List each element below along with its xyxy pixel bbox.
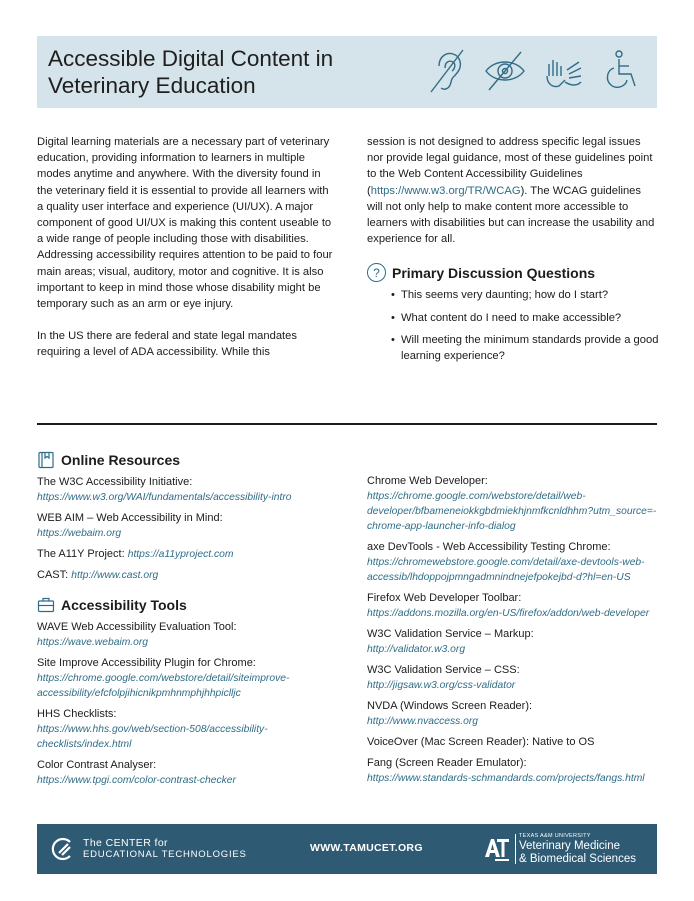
tool-item	[37, 620, 333, 650]
intro-paragraph-2: In the US there are federal and state legal mandates requiring a level of ADA accessibility. While this	[37, 330, 297, 359]
resource-label: WEB AIM – Web Accessibility in Mind:	[37, 512, 223, 524]
wcag-link[interactable]: https://www.w3.org/TR/WCAG	[370, 184, 521, 197]
tool-item	[367, 627, 659, 657]
tool-link[interactable]: https://www.hhs.gov/web/section-508/accessibility-checklists/index.html	[37, 724, 268, 750]
cet-name-line2: EDUCATIONAL TECHNOLOGIES	[83, 849, 247, 860]
tool-label: W3C Validation Service – CSS:	[367, 664, 520, 676]
tool-link[interactable]: http://validator.w3.org	[367, 644, 466, 655]
list-item: • Will meeting the minimum standards provide a good learning experience?	[391, 332, 659, 364]
university-name: TEXAS A&M UNIVERSITY	[519, 833, 591, 839]
tool-link[interactable]: http://jigsaw.w3.org/css-validator	[367, 680, 516, 691]
resource-item	[37, 547, 333, 562]
tool-item	[37, 707, 333, 752]
tool-item	[37, 758, 333, 788]
tool-link[interactable]: https://chromewebstore.google.com/detail/axe-devtools-web-accessib/lhdoppojpmngadmnindnejefpokejbd-d?hl=en-US	[367, 557, 645, 583]
tool-label: VoiceOver (Mac Screen Reader): Native to OS	[367, 736, 595, 748]
footer-url-link[interactable]: WWW.TAMUCET.ORG	[310, 842, 423, 854]
resource-item	[37, 568, 333, 583]
wheelchair-icon	[599, 46, 643, 96]
tool-label: W3C Validation Service – Markup:	[367, 628, 534, 640]
discussion-title: Primary Discussion Questions	[392, 264, 596, 281]
list-item: • What content do I need to make accessible?	[391, 310, 659, 326]
intro-left-column	[37, 134, 333, 377]
tool-link[interactable]: https://chrome.google.com/webstore/detail/siteimprove-accessibility/efcfolpjihicnikpmhnmphjhhpiclljc	[37, 673, 290, 699]
discussion-heading	[367, 263, 659, 282]
tool-item	[367, 591, 659, 621]
intro-p3-end: ). The WCAG guidelines will not only help to make content more accessible to learners with disabilities but can increase the usability and experience for all.	[367, 184, 655, 246]
cet-logo-icon	[50, 836, 76, 862]
tool-link[interactable]: https://chrome.google.com/webstore/detail/web-developer/bfbameneiokkgbdmiekhjnmfkcnldhhm?utm_source=-chrome-app-launcher-info-dialog	[367, 491, 657, 532]
tool-label: WAVE Web Accessibility Evaluation Tool:	[37, 621, 237, 633]
intro-right-column	[367, 134, 659, 370]
tool-item	[367, 756, 659, 786]
tool-link[interactable]: http://www.nvaccess.org	[367, 716, 479, 727]
tool-link[interactable]: https://www.tpgi.com/color-contrast-checker	[37, 775, 236, 786]
discussion-list	[391, 287, 659, 364]
tool-item	[367, 663, 659, 693]
tool-item	[367, 474, 659, 534]
tool-label: Color Contrast Analyser:	[37, 759, 157, 771]
resource-label: CAST:	[37, 569, 69, 581]
tool-label: Fang (Screen Reader Emulator):	[367, 757, 527, 769]
list-item: • This seems very daunting; how do I start?	[391, 287, 659, 303]
tool-item	[367, 735, 659, 750]
college-line2: & Biomedical Sciences	[519, 853, 636, 865]
resources-right-column	[367, 474, 659, 792]
tamu-logo-icon	[483, 835, 511, 863]
resource-label: The W3C Accessibility Initiative:	[37, 476, 193, 488]
intro-paragraph-1: Digital learning materials are a necessary part of veterinary education, providing information to learners in multiple modes anytime and anywhere. With the diversity found in the veterinary field it is essential to provide all learners with a quality user interface and experience (UI/UX). A major component of good UI/UX is making this content useable to a wide range of people including those with disabilities. Addressing accessibility requires attention to be paid to four main areas; visual, auditory, motor and cognitive. It is also important to keep in mind those whose disability might be temporary such as an arm or eye injury.	[37, 136, 333, 311]
tool-item	[37, 656, 333, 701]
resource-link[interactable]: https://www.w3.org/WAI/fundamentals/accessibility-intro	[37, 492, 292, 503]
tool-label: Firefox Web Developer Toolbar:	[367, 592, 522, 604]
header-band	[37, 36, 657, 108]
page-title: Accessible Digital Content in Veterinary Education	[48, 46, 334, 98]
resource-item	[37, 475, 333, 505]
tool-label: HHS Checklists:	[37, 708, 117, 720]
online-resources-title: Online Resources	[61, 451, 181, 468]
tool-link[interactable]: https://www.standards-schmandards.com/projects/fangs.html	[367, 773, 645, 784]
footer-band	[37, 824, 657, 874]
footer-separator	[515, 834, 516, 864]
question-icon: ?	[367, 263, 386, 282]
eye-icon	[483, 46, 527, 96]
tools-heading	[37, 596, 333, 614]
cet-name	[83, 837, 247, 861]
intro-p3-start: session is not designed to address specific legal issues nor provide legal guidance, most of these guidelines point to the Web Content Accessibility Guidelines (	[367, 136, 653, 197]
resource-link[interactable]: http://www.cast.org	[71, 570, 159, 581]
ear-icon	[425, 46, 469, 96]
tool-label: NVDA (Windows Screen Reader):	[367, 700, 533, 712]
resource-item	[37, 511, 333, 541]
resource-label: The A11Y Project:	[37, 548, 125, 560]
online-resources-heading	[37, 451, 333, 469]
college-name	[519, 840, 636, 866]
tool-label: Site Improve Accessibility Plugin for Chrome:	[37, 657, 256, 669]
section-divider	[37, 423, 657, 425]
tool-label: axe DevTools - Web Accessibility Testing Chrome:	[367, 541, 611, 553]
tool-item	[367, 699, 659, 729]
cet-name-line1: The CENTER for	[83, 837, 168, 849]
tool-link[interactable]: https://addons.mozilla.org/en-US/firefox/addon/web-developer	[367, 608, 650, 619]
header-icon-row	[425, 46, 643, 96]
toolbox-icon	[37, 596, 55, 614]
intro-paragraph-3	[367, 134, 659, 247]
book-icon	[37, 451, 55, 469]
college-line1: Veterinary Medicine	[519, 840, 620, 852]
sign-language-icon	[541, 46, 585, 96]
tools-title: Accessibility Tools	[61, 596, 187, 613]
tool-item	[367, 540, 659, 585]
resources-left-column	[37, 451, 333, 794]
tool-link[interactable]: https://wave.webaim.org	[37, 637, 149, 648]
resource-link[interactable]: https://webaim.org	[37, 528, 122, 539]
resource-link[interactable]: https://a11yproject.com	[127, 549, 234, 560]
tool-label: Chrome Web Developer:	[367, 475, 488, 487]
